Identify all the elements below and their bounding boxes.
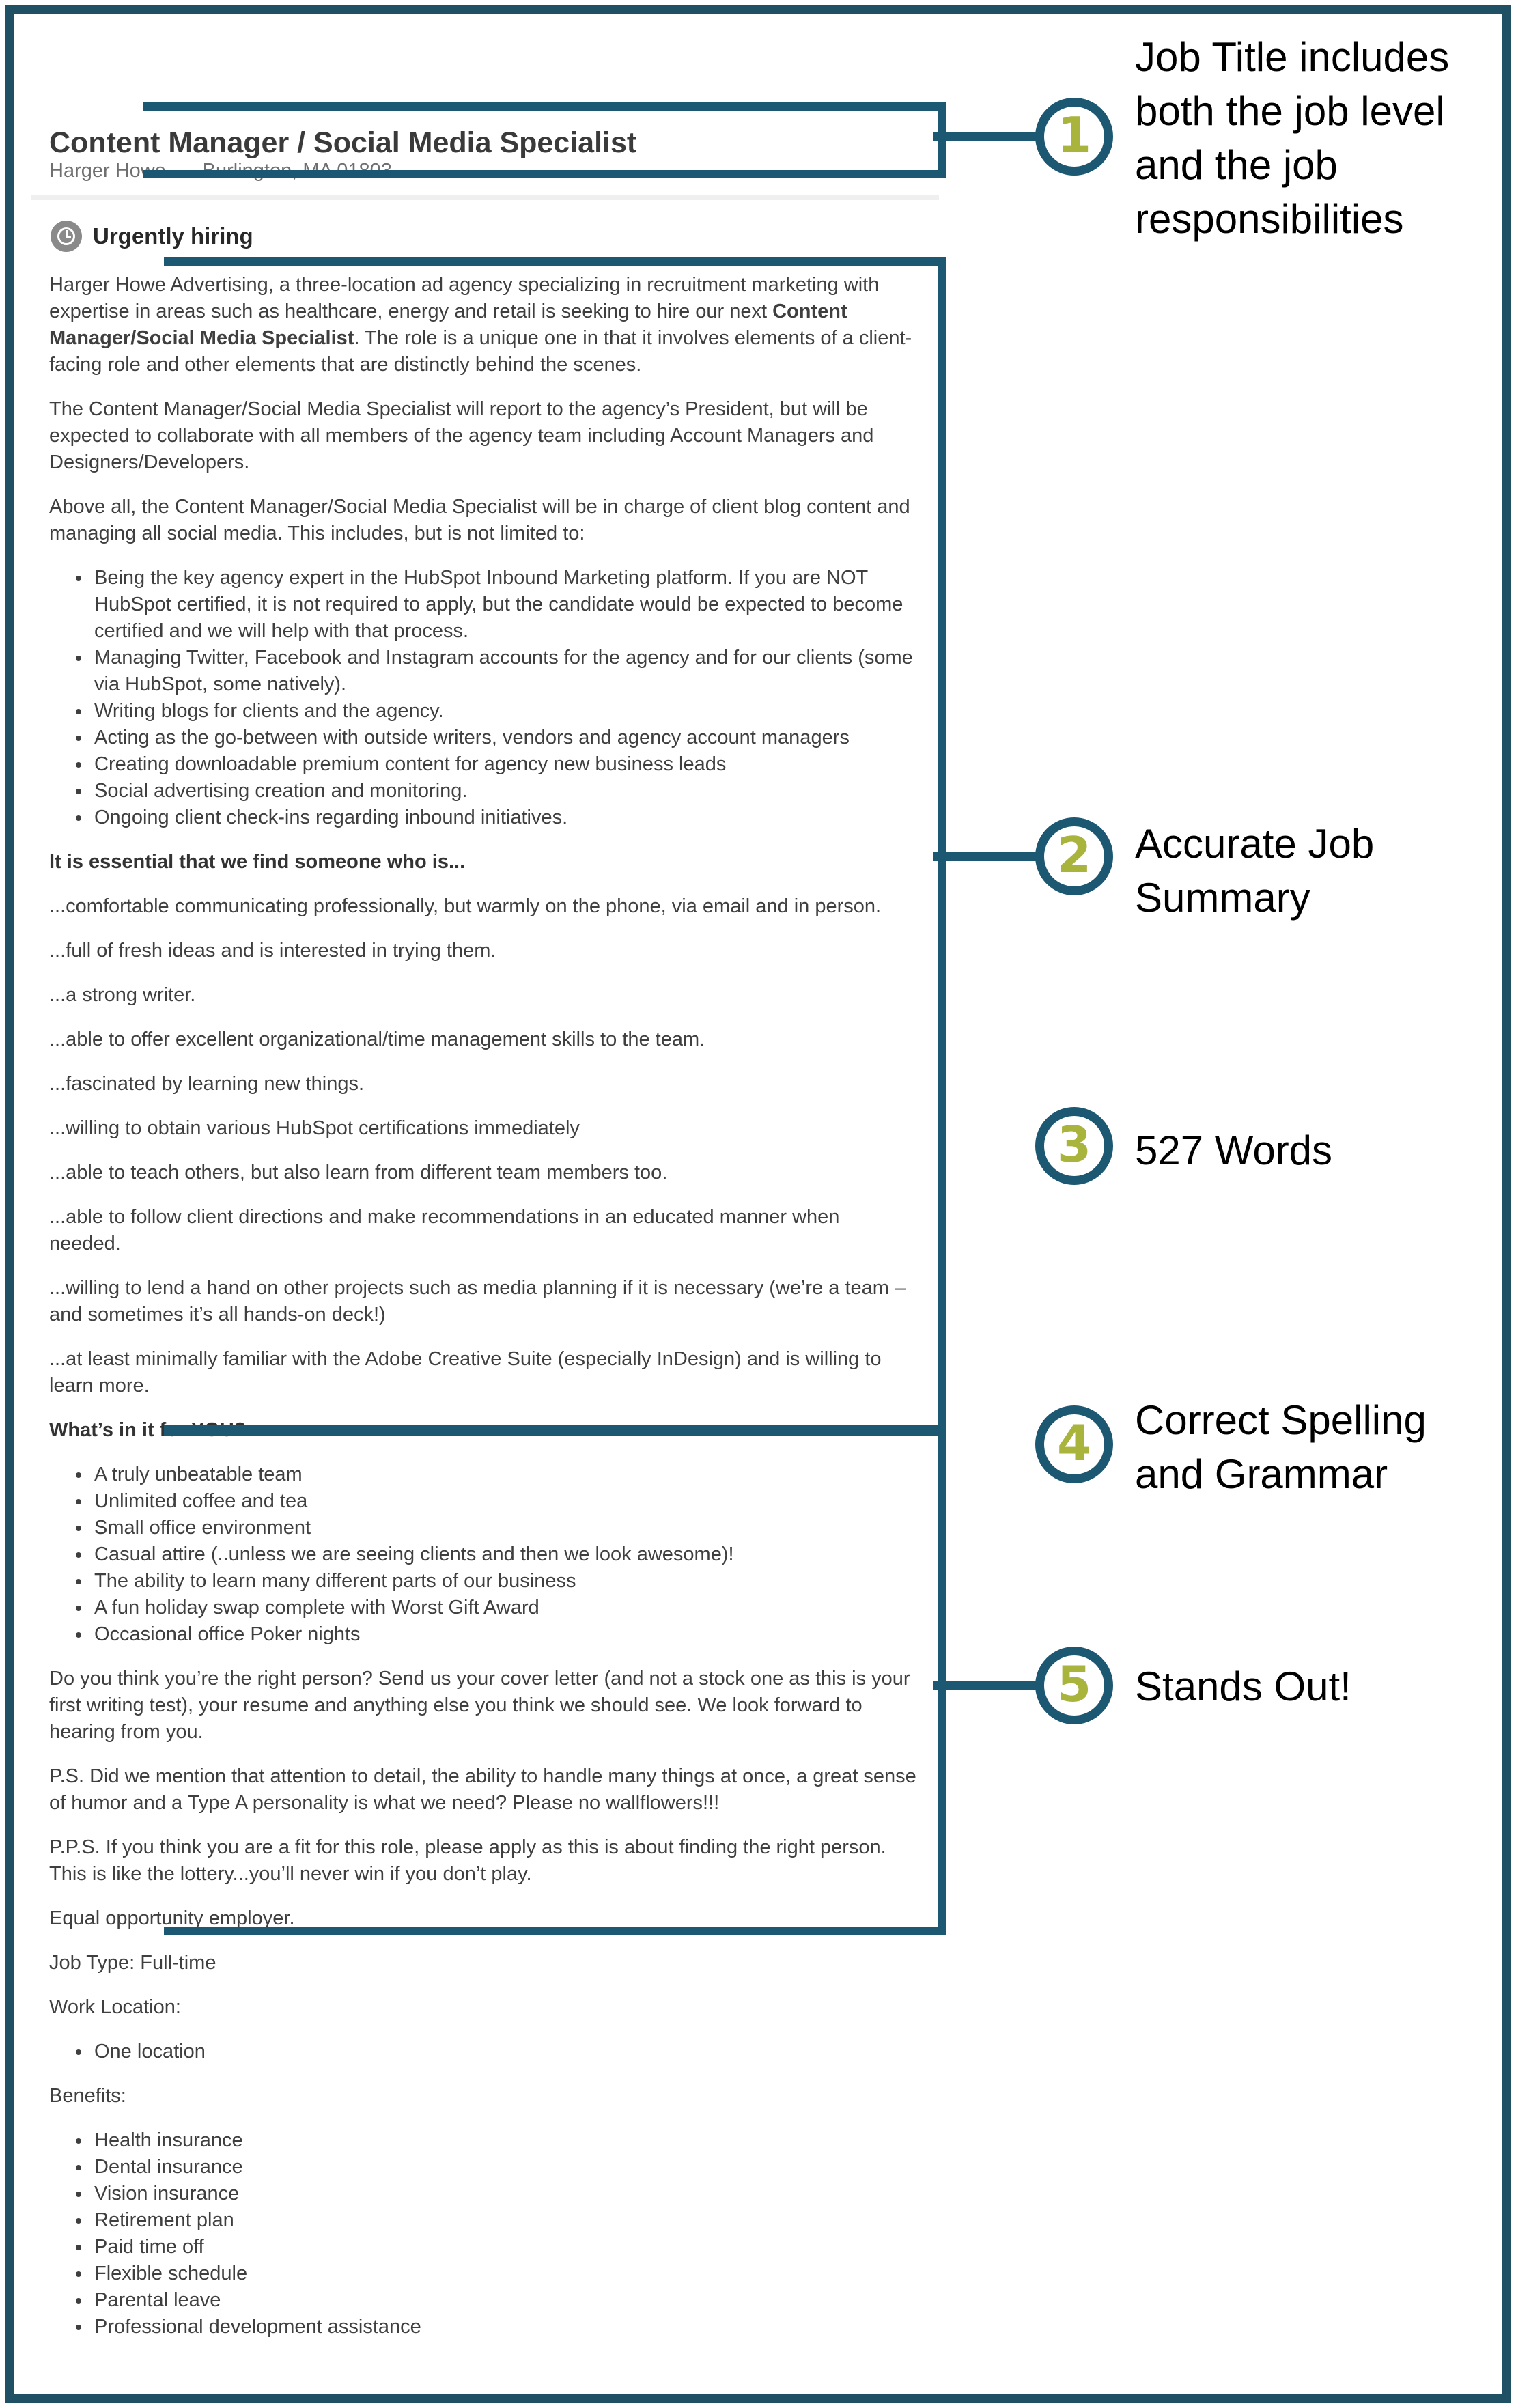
- bullet-item: • Being the key agency expert in the HubSpot Inbound Marketing platform. If you are NOT HubSpot certified, it is not required to apply, but the candidate would be expected to become certified and we will help with that process.: [92, 565, 916, 645]
- paragraph: Equal opportunity employer.: [49, 1907, 295, 1929]
- annotation-1-marker: [1035, 98, 1113, 176]
- bullet-item: • Vision insurance: [92, 2181, 916, 2207]
- paragraph: ...able to teach others, but also learn from different team members too.: [49, 1162, 668, 1184]
- annotation-3-marker: [1035, 1107, 1113, 1185]
- bullet-item: • A truly unbeatable team: [92, 1461, 916, 1488]
- header-divider: [31, 195, 939, 200]
- bullet-item: • Acting as the go-between with outside writers, vendors and agency account managers: [92, 725, 916, 751]
- paragraph: P.S. Did we mention that attention to detail, the ability to handle many things at once, a great sense of humor and a Type A personality is what we need? Please no wallflowers!!!: [49, 1765, 916, 1814]
- bullet-item: • Retirement plan: [92, 2207, 916, 2234]
- paragraph: Above all, the Content Manager/Social Media Specialist will be in charge of client blog content and managing all social media. This includes, but is not limited to:: [49, 496, 910, 544]
- paragraph: ...willing to obtain various HubSpot certifications immediately: [49, 1117, 580, 1139]
- paragraph: ...a strong writer.: [49, 984, 196, 1006]
- urgently-hiring-badge: [51, 221, 253, 252]
- bullet-item: • Writing blogs for clients and the agency.: [92, 698, 916, 725]
- bullet-list: [49, 2127, 916, 2340]
- paragraph: Do you think you’re the right person? Send us your cover letter (and not a stock one as this is your first writing test), your resume and anything else you think we should see. We look forward to hearing from you.: [49, 1668, 910, 1743]
- bullet-item: • Casual attire (..unless we are seeing clients and then we look awesome)!: [92, 1541, 916, 1568]
- paragraph: The Content Manager/Social Media Specialist will report to the agency’s President, but will be expected to collaborate with all members of the agency team including Account Managers and Designers/Developers.: [49, 398, 874, 473]
- bullet-item: • Health insurance: [92, 2127, 916, 2154]
- section-heading: What’s in it for YOU?: [49, 1419, 247, 1441]
- connector-line-1: [933, 132, 1037, 141]
- annotation-2-text: Accurate Job Summary: [1135, 821, 1375, 921]
- bullet-item: • Small office environment: [92, 1515, 916, 1541]
- connector-line-2: [933, 852, 1037, 861]
- annotation-4-marker: [1035, 1405, 1113, 1483]
- company-name: Harger Howe: [49, 160, 166, 182]
- paragraph: Benefits:: [49, 2085, 126, 2107]
- clock-icon: [51, 221, 82, 252]
- paragraph: P.P.S. If you think you are a fit for this role, please apply as this is about finding the right person. This is like the lottery...you’ll never win if you don’t play.: [49, 1836, 886, 1885]
- paragraph: Harger Howe Advertising, a three-location ad agency specializing in recruitment marketing with expertise in areas such as healthcare, energy and retail is seeking to hire our next Content Manager/Social Media Specialist. The role is a unique one in that it involves elements of a client-facing role and other elements that are distinctly behind the scenes.: [49, 274, 912, 376]
- annotation-5-text: Stands Out!: [1135, 1664, 1351, 1709]
- bullet-item: • Professional development assistance: [92, 2314, 916, 2340]
- annotation-2-marker: [1035, 817, 1113, 895]
- company-location-line: [49, 160, 402, 182]
- bullet-item: • Dental insurance: [92, 2154, 916, 2181]
- paragraph: ...fascinated by learning new things.: [49, 1073, 365, 1095]
- bullet-list: [49, 2039, 916, 2065]
- bullet-item: • Unlimited coffee and tea: [92, 1488, 916, 1515]
- annotation-2-number: 2: [1056, 826, 1092, 884]
- urgently-hiring-label: Urgently hiring: [93, 223, 253, 249]
- paragraph: Work Location:: [49, 1996, 181, 2018]
- bullet-item: • Ongoing client check-ins regarding inbound initiatives.: [92, 804, 916, 831]
- company-location: Burlington, MA 01803: [202, 160, 392, 182]
- annotation-3-text: 527 Words: [1135, 1128, 1333, 1173]
- bullet-item: • Paid time off: [92, 2234, 916, 2260]
- job-title: Content Manager / Social Media Specialist: [49, 126, 637, 159]
- bullet-item: • The ability to learn many different parts of our business: [92, 1568, 916, 1595]
- job-description-body: [49, 272, 916, 2358]
- bullet-list: [49, 565, 916, 831]
- annotation-1-number: 1: [1056, 107, 1092, 164]
- paragraph: ...able to follow client directions and make recommendations in an educated manner when needed.: [49, 1206, 840, 1255]
- bullet-item: • Creating downloadable premium content for agency new business leads: [92, 751, 916, 778]
- bullet-item: • A fun holiday swap complete with Worst Gift Award: [92, 1595, 916, 1621]
- annotation-5-number: 5: [1056, 1655, 1092, 1713]
- paragraph: ...comfortable communicating professionally, but warmly on the phone, via email and in person.: [49, 895, 882, 917]
- paragraph: ...able to offer excellent organizational/time management skills to the team.: [49, 1028, 705, 1050]
- bullet-item: • One location: [92, 2039, 916, 2065]
- paragraph: ...willing to lend a hand on other projects such as media planning if it is necessary (we’re a team – and sometimes it’s all hands-on deck!): [49, 1277, 906, 1326]
- annotation-4-text: Correct Spelling and Grammar: [1135, 1397, 1427, 1497]
- bullet-item: • Social advertising creation and monitoring.: [92, 778, 916, 804]
- paragraph: Job Type: Full-time: [49, 1952, 216, 1974]
- section-heading: It is essential that we find someone who is...: [49, 851, 466, 873]
- annotation-5-marker: [1035, 1647, 1113, 1724]
- separator-dash: -: [180, 160, 188, 182]
- bullet-item: • Occasional office Poker nights: [92, 1621, 916, 1648]
- annotation-4-number: 4: [1056, 1414, 1092, 1472]
- annotation-1-text: Job Title includes both the job level and the job responsibilities: [1135, 34, 1450, 242]
- annotation-3-number: 3: [1056, 1116, 1092, 1173]
- bullet-list: [49, 1461, 916, 1648]
- paragraph: ...at least minimally familiar with the Adobe Creative Suite (especially InDesign) and is willing to learn more.: [49, 1348, 882, 1397]
- paragraph: ...full of fresh ideas and is interested in trying them.: [49, 940, 496, 962]
- connector-line-5: [933, 1681, 1037, 1690]
- bullet-item: • Parental leave: [92, 2287, 916, 2314]
- bullet-item: • Managing Twitter, Facebook and Instagram accounts for the agency and for our clients (some via HubSpot, some natively).: [92, 645, 916, 698]
- bullet-item: • Flexible schedule: [92, 2260, 916, 2287]
